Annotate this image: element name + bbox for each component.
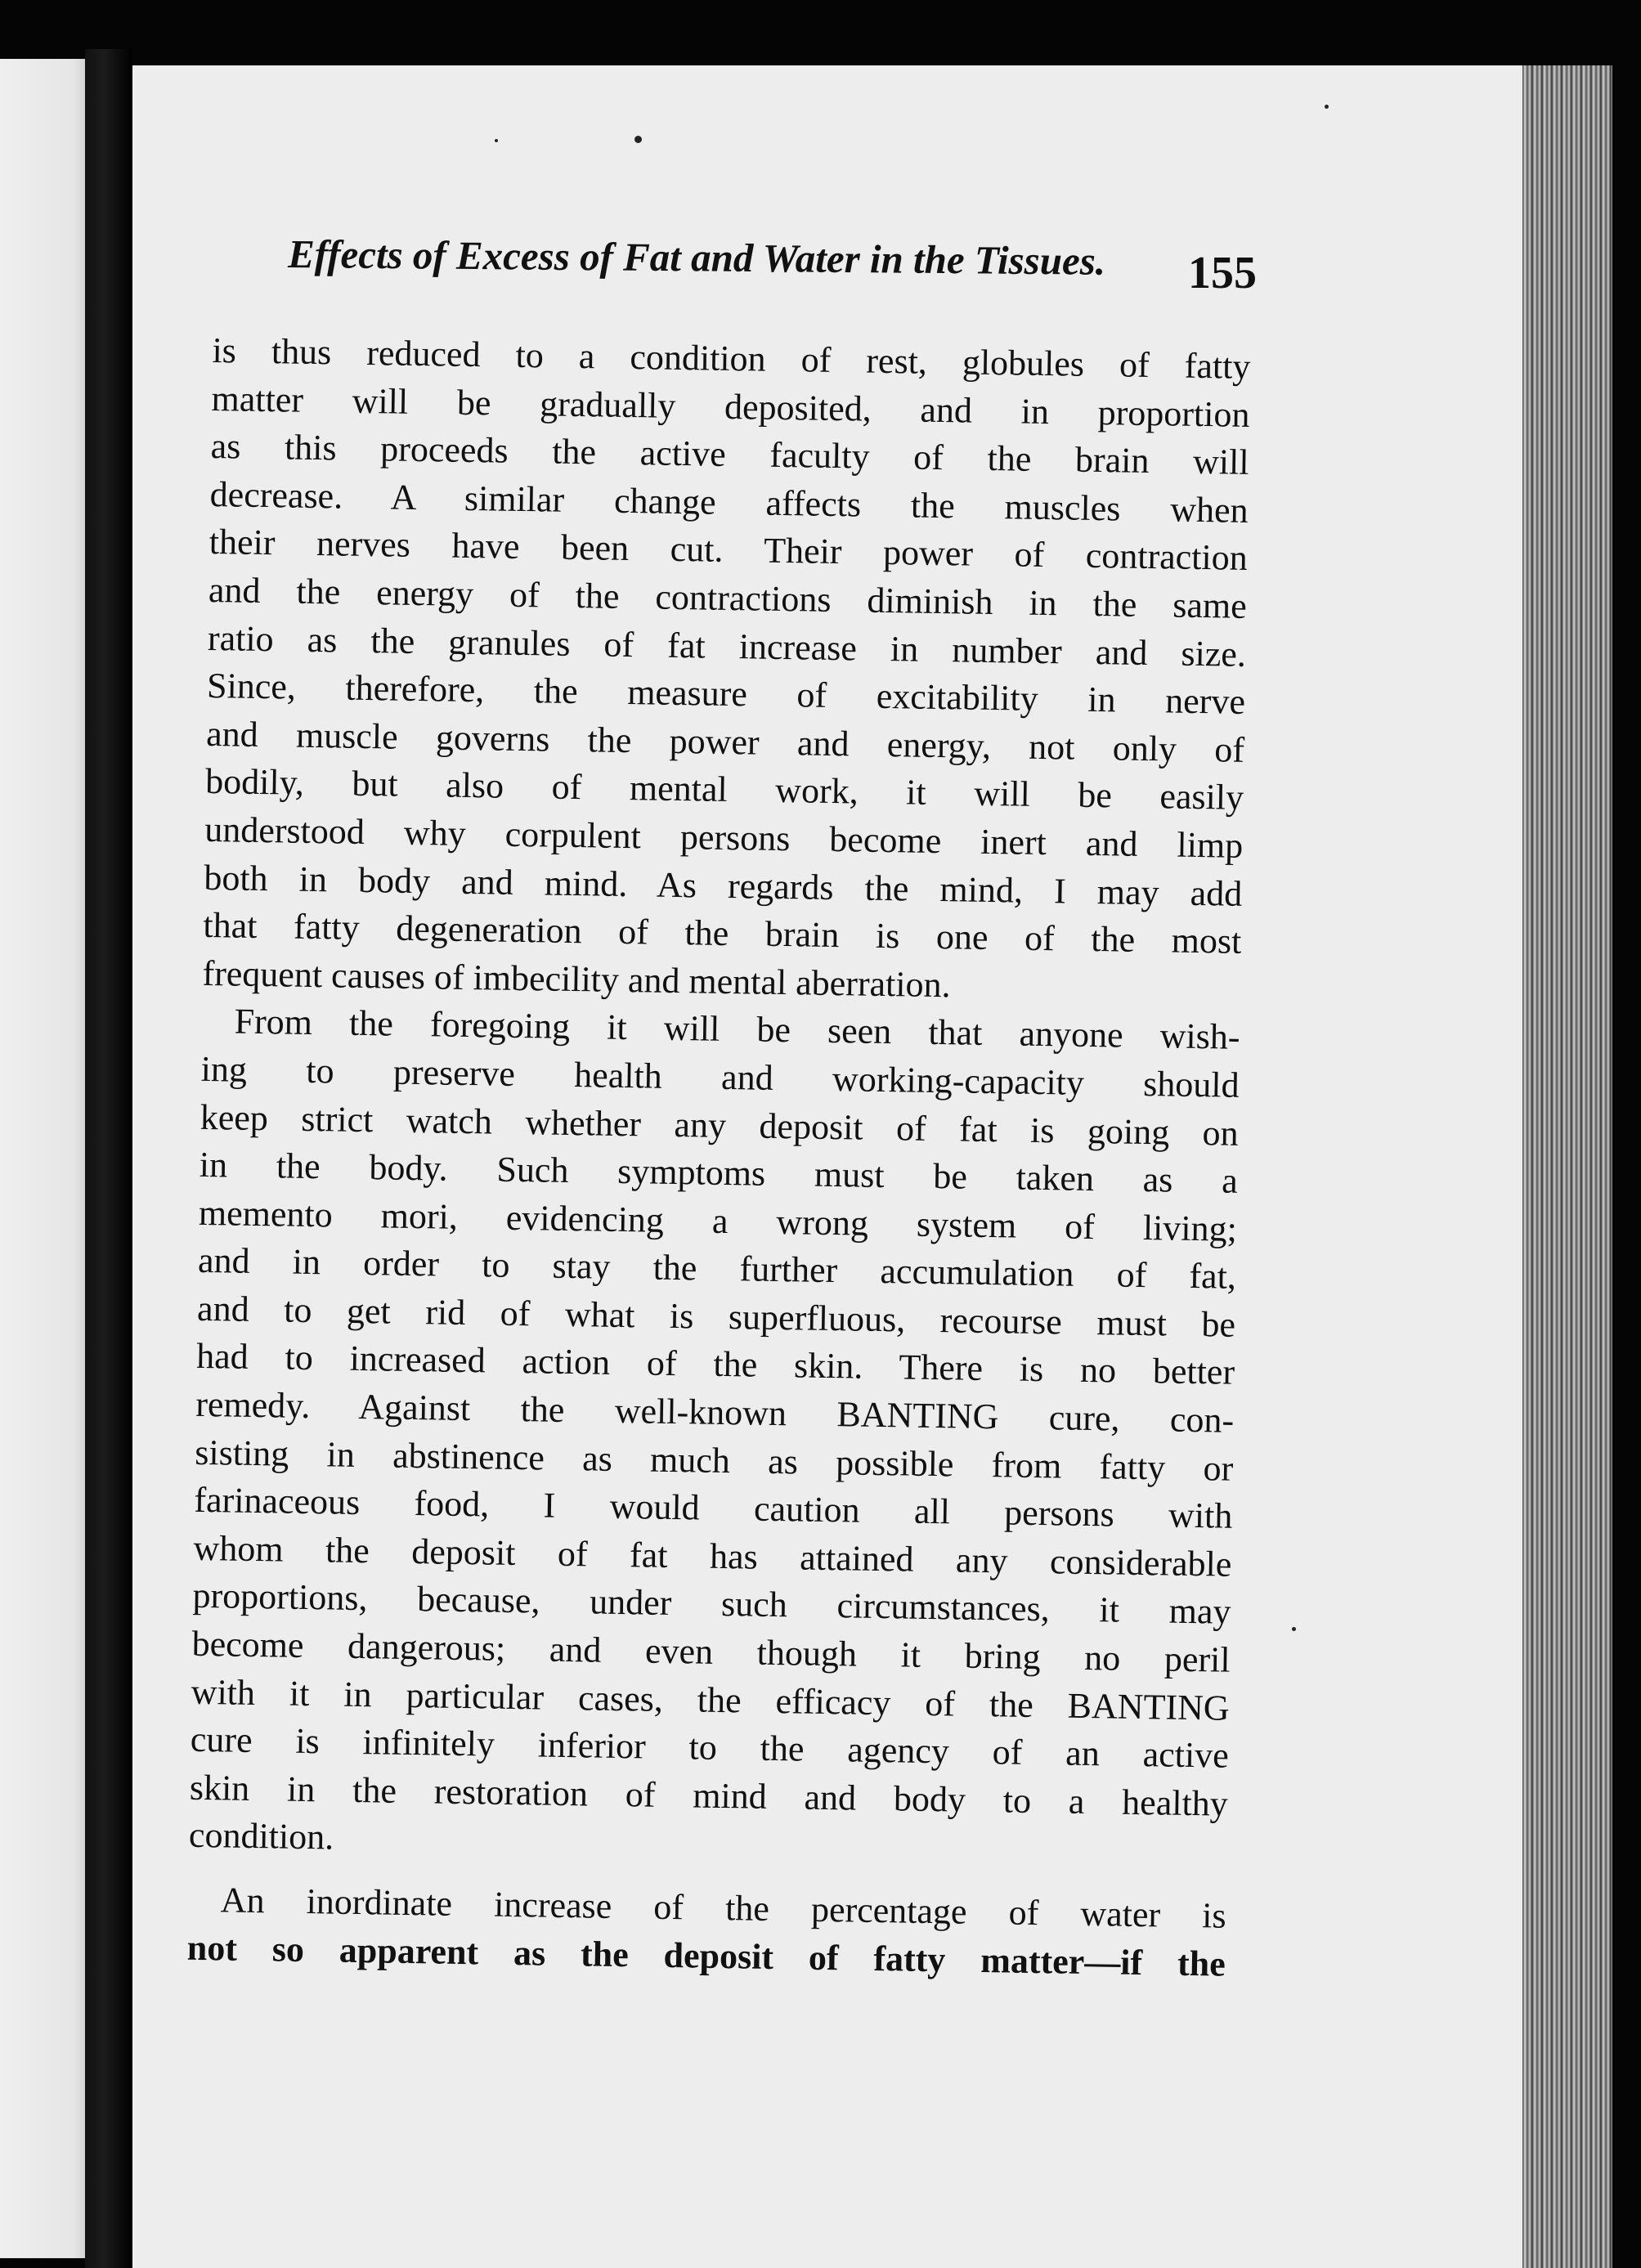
- page-body-text: [186, 327, 1250, 1988]
- text-line: had to increased action of the skin. There is no better: [195, 1336, 1235, 1393]
- text-line: frequent causes of imbecility and mental aberration.: [202, 952, 951, 1005]
- text-line: keep strict watch whether any deposit of fat is going on: [200, 1096, 1240, 1154]
- ink-speck: [634, 136, 642, 143]
- scan-border-right: [1612, 49, 1641, 2268]
- text-line: their nerves have been cut. Their power of contraction: [208, 522, 1249, 579]
- text-line: bodily, but also of mental work, it will be easily: [204, 761, 1244, 818]
- text-line: ing to preserve health and working-capacity should: [200, 1048, 1240, 1105]
- text-line: proportions, because, under such circumstances, it may: [192, 1575, 1231, 1633]
- text-line: An inordinate increase of the percentage of water is: [220, 1880, 1227, 1936]
- text-line: with it in particular cases, the efficacy of the BANTING: [191, 1671, 1231, 1728]
- text-line: remedy. Against the well-known BANTING cure, con-: [195, 1383, 1235, 1441]
- text-line: and muscle governs the power and energy, not only of: [205, 713, 1245, 770]
- text-line: as this proceeds the active faculty of the brain will: [210, 426, 1249, 483]
- running-head-title: Effects of Excess of Fat and Water in the Tissues.: [287, 231, 1106, 284]
- text-line: ratio as the granules of fat increase in number and size.: [207, 617, 1247, 675]
- text-line: understood why corpulent persons become inert and limp: [204, 809, 1244, 866]
- ink-speck: [1325, 105, 1329, 109]
- text-line: Since, therefore, the measure of excitability in nerve: [206, 666, 1246, 723]
- page-fore-edge: [1522, 65, 1612, 2268]
- text-line: farinaceous food, I would caution all persons with: [194, 1480, 1233, 1537]
- text-line: not so apparent as the deposit of fatty matter—if the: [186, 1927, 1226, 1984]
- ink-speck: [495, 139, 498, 142]
- text-line: is thus reduced to a condition of rest, globules of fatty: [212, 329, 1251, 387]
- text-line: memento mori, evidencing a wrong system of living;: [198, 1192, 1238, 1249]
- paragraph: [202, 327, 1251, 1014]
- text-line: that fatty degeneration of the brain is one of the most: [203, 905, 1242, 961]
- text-line: condition.: [188, 1815, 334, 1858]
- text-line: matter will be gradually deposited, and in proportion: [211, 378, 1250, 435]
- text-line: and in order to stay the further accumulation of fat,: [197, 1240, 1237, 1298]
- text-line: sisting in abstinence as much as possible from fatty or: [194, 1432, 1234, 1489]
- text-line: become dangerous; and even though it bring no peril: [191, 1623, 1231, 1680]
- text-line: whom the deposit of fat has attained any considerable: [193, 1527, 1232, 1584]
- book-spine-shadow: [85, 49, 132, 2268]
- text-line: From the foregoing it will be seen that anyone wish-: [234, 1001, 1240, 1058]
- ink-speck: [1292, 1627, 1296, 1631]
- page-number: 155: [1188, 248, 1257, 298]
- text-line: decrease. A similar change affects the muscles when: [209, 473, 1249, 531]
- paragraph: [186, 1876, 1226, 1988]
- paragraph: [189, 997, 1240, 1876]
- text-line: skin in the restoration of mind and body to a healthy: [189, 1767, 1229, 1824]
- text-line: in the body. Such symptoms must be taken as a: [199, 1144, 1239, 1201]
- text-line: and the energy of the contractions diminish in the same: [208, 569, 1248, 626]
- text-line: and to get rid of what is superfluous, recourse must be: [196, 1288, 1236, 1345]
- text-line: both in body and mind. As regards the mind, I may add: [204, 857, 1243, 914]
- text-line: cure is infinitely inferior to the agency of an active: [190, 1719, 1230, 1776]
